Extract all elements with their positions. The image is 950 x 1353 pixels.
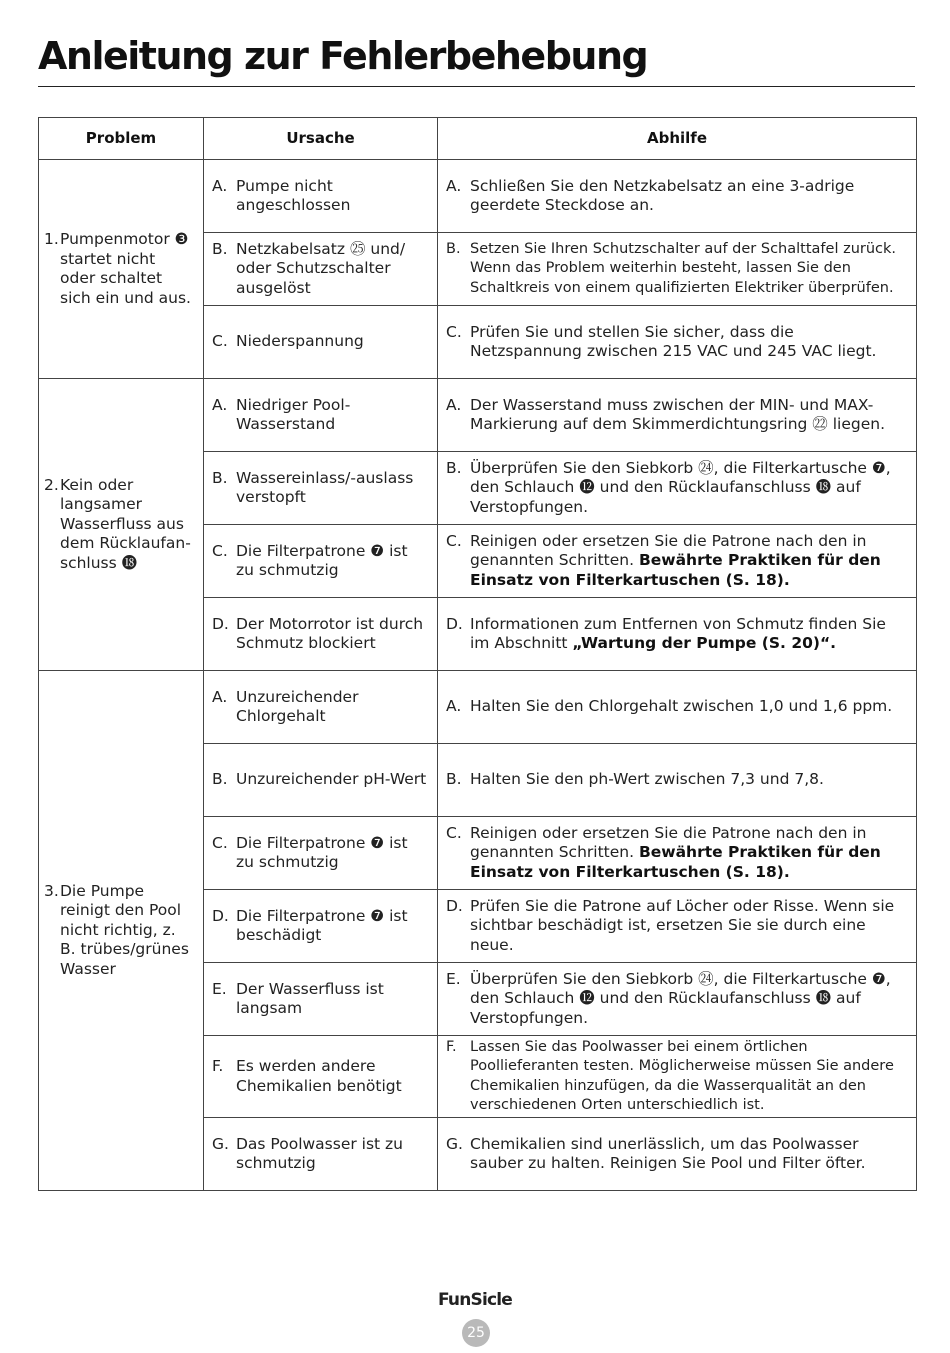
cause-letter: B. <box>212 770 228 789</box>
remedy-letter: B. <box>446 240 461 257</box>
cause-letter: D. <box>212 906 229 925</box>
brand-logo: FunSicle <box>437 1290 513 1310</box>
problem-text: Pumpenmotor ❸ startet nicht oder schaltet sich ein und aus. <box>60 230 191 307</box>
cause-letter: C. <box>212 541 228 560</box>
remedy-text: Setzen Sie Ihren Schutzschalter auf der Schalttafel zurück. Wenn das Problem weiterhin besteht, lassen Sie den Schaltkreis von einem qualifizierten Elektriker überprüfen. <box>470 240 897 296</box>
cause-text: Unzureichender Chlorgehalt <box>236 687 359 725</box>
header-problem: Problem <box>39 118 204 160</box>
page-title: Anleitung zur Fehlerbehebung <box>38 34 648 78</box>
remedy-letter: F. <box>446 1038 457 1055</box>
remedy-letter: G. <box>446 1134 463 1153</box>
cause-letter: A. <box>212 395 228 414</box>
cause-text: Niederspannung <box>236 332 364 351</box>
remedy-letter: A. <box>446 697 462 716</box>
cause-letter: D. <box>212 614 229 633</box>
remedy-bold-text: Bewährte Praktiken für den Einsatz von Filterkartuschen (S. 18). <box>470 843 881 881</box>
cause-cell <box>204 744 438 817</box>
remedy-cell <box>438 744 917 817</box>
remedy-letter: B. <box>446 770 462 789</box>
cause-letter: A. <box>212 687 228 706</box>
cause-cell <box>204 379 438 452</box>
remedy-text: Überprüfen Sie den Siebkorb ㉔, die Filterkartusche ❼, den Schlauch ⓬ und den Rücklaufanschluss ⓲ auf Verstopfungen. <box>470 969 891 1027</box>
remedy-text: Reinigen oder ersetzen Sie die Patrone nach den in genannten Schritten. <box>470 823 867 862</box>
remedy-text: Informationen zum Entfernen von Schmutz finden Sie im Abschnitt <box>470 614 886 652</box>
remedy-letter: E. <box>446 969 461 988</box>
remedy-bold-text: Bewährte Praktiken für den Einsatz von Filterkartuschen (S. 18). <box>470 551 881 589</box>
remedy-text: Lassen Sie das Poolwasser bei einem örtlichen Poollieferanten testen. Möglicherweise müssen Sie andere Chemikalien hinzufügen, da die Wasserqualität an den verschiedenen Orten unterschiedlich ist. <box>470 1038 894 1113</box>
remedy-cell <box>438 963 917 1036</box>
remedy-text: Halten Sie den ph-Wert zwischen 7,3 und 7,8. <box>470 770 824 789</box>
cause-cell <box>204 525 438 598</box>
remedy-cell <box>438 233 917 306</box>
table-row <box>39 671 917 744</box>
cause-cell <box>204 890 438 963</box>
remedy-letter: D. <box>446 614 463 633</box>
problem-cell <box>39 379 204 671</box>
cause-letter: A. <box>212 176 228 195</box>
troubleshooting-table <box>38 117 917 1191</box>
remedy-cell <box>438 379 917 452</box>
cause-text: Unzureichender pH-Wert <box>236 770 427 789</box>
problem-number: 3. <box>44 881 59 900</box>
remedy-text: Reinigen oder ersetzen Sie die Patrone nach den in genannten Schritten. <box>470 531 867 570</box>
cause-text: Pumpe nicht angeschlossen <box>236 176 351 214</box>
cause-cell <box>204 671 438 744</box>
cause-text: Die Filterpatrone ❼ ist beschädigt <box>236 906 408 944</box>
remedy-text: Prüfen Sie und stellen Sie sicher, dass die Netzspannung zwischen 215 VAC und 245 VAC liegt. <box>470 322 877 360</box>
remedy-text: Überprüfen Sie den Siebkorb ㉔, die Filterkartusche ❼, den Schlauch ⓬ und den Rücklaufanschluss ⓲ auf Verstopfungen. <box>470 458 891 516</box>
cause-letter: F. <box>212 1057 224 1075</box>
title-divider <box>38 86 915 87</box>
cause-letter: E. <box>212 979 227 998</box>
remedy-cell <box>438 671 917 744</box>
remedy-cell <box>438 306 917 379</box>
cause-text: Die Filterpatrone ❼ ist zu schmutzig <box>236 833 408 871</box>
cause-cell <box>204 1036 438 1118</box>
table-header-row <box>39 118 917 160</box>
cause-letter: C. <box>212 332 228 351</box>
remedy-letter: B. <box>446 458 462 477</box>
remedy-cell <box>438 452 917 525</box>
remedy-letter: A. <box>446 395 462 414</box>
remedy-letter: C. <box>446 823 462 842</box>
table-row <box>39 379 917 452</box>
cause-text: Das Poolwasser ist zu schmutzig <box>236 1134 404 1172</box>
problem-text: Kein oder langsamer Wasserfluss aus dem Rücklaufan-schluss ⓲ <box>60 475 191 572</box>
cause-letter: B. <box>212 468 228 487</box>
remedy-text: Schließen Sie den Netzkabelsatz an eine 3-adrige geerdete Steckdose an. <box>470 176 855 214</box>
cause-cell <box>204 233 438 306</box>
cause-text: Die Filterpatrone ❼ ist zu schmutzig <box>236 541 408 579</box>
remedy-letter: D. <box>446 896 463 915</box>
remedy-cell <box>438 598 917 671</box>
remedy-cell <box>438 890 917 963</box>
cause-cell <box>204 1118 438 1191</box>
cause-cell <box>204 598 438 671</box>
cause-letter: B. <box>212 239 228 258</box>
remedy-cell <box>438 1118 917 1191</box>
remedy-letter: A. <box>446 176 462 195</box>
cause-letter: C. <box>212 833 228 852</box>
cause-cell <box>204 306 438 379</box>
cause-text: Es werden andere Chemikalien benötigt <box>236 1057 402 1095</box>
problem-number: 2. <box>44 475 59 494</box>
page-number: 25 <box>462 1319 490 1347</box>
cause-text: Niedriger Pool-Wasserstand <box>236 395 351 433</box>
remedy-cell <box>438 1036 917 1118</box>
cause-text: Netzkabelsatz ㉕ und/ oder Schutzschalter ausgelöst <box>236 239 406 297</box>
cause-cell <box>204 160 438 233</box>
cause-text: Wassereinlass/-auslass verstopft <box>236 468 414 506</box>
remedy-letter: C. <box>446 531 462 550</box>
cause-text: Der Wasserfluss ist langsam <box>236 979 384 1017</box>
problem-cell <box>39 160 204 379</box>
remedy-text: Der Wasserstand muss zwischen der MIN- und MAX-Markierung auf dem Skimmerdichtungsring ㉒ liegen. <box>470 395 886 433</box>
remedy-text: Prüfen Sie die Patrone auf Löcher oder Risse. Wenn sie sichtbar beschädigt ist, ersetzen Sie sie durch eine neue. <box>470 896 895 954</box>
cause-letter: G. <box>212 1134 229 1153</box>
cause-cell <box>204 817 438 890</box>
remedy-cell <box>438 525 917 598</box>
remedy-cell <box>438 160 917 233</box>
remedy-text: Halten Sie den Chlorgehalt zwischen 1,0 und 1,6 ppm. <box>470 697 893 716</box>
remedy-cell <box>438 817 917 890</box>
remedy-text: Chemikalien sind unerlässlich, um das Poolwasser sauber zu halten. Reinigen Sie Pool und Filter öfter. <box>470 1134 866 1172</box>
remedy-letter: C. <box>446 322 462 341</box>
problem-cell <box>39 671 204 1191</box>
cause-cell <box>204 963 438 1036</box>
cause-cell <box>204 452 438 525</box>
table-row <box>39 160 917 233</box>
problem-number: 1. <box>44 230 59 248</box>
header-cause: Ursache <box>204 118 438 160</box>
problem-text: Die Pumpe reinigt den Pool nicht richtig, z. B. trübes/grünes Wasser <box>60 881 189 978</box>
cause-text: Der Motorrotor ist durch Schmutz blockiert <box>236 614 424 652</box>
header-remedy: Abhilfe <box>438 118 917 160</box>
remedy-bold-text: „Wartung der Pumpe (S. 20)“. <box>572 634 837 652</box>
